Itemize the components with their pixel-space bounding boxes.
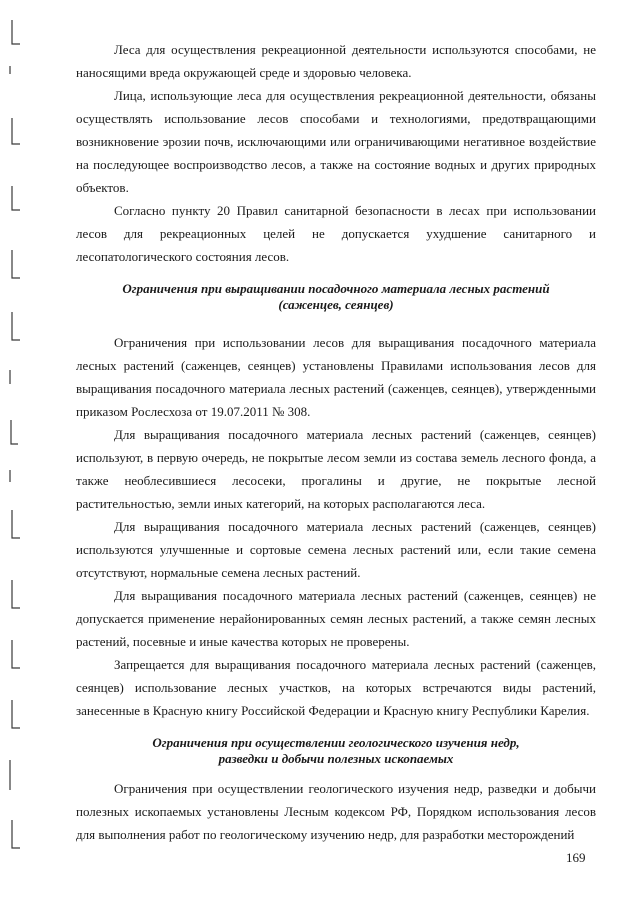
intro-paragraph-3: Согласно пункту 20 Правил санитарной безопасности в лесах при использовании лесов для рекреационных целей не допускается ухудшение санитарного и лесопатологического состояния лесов.	[76, 203, 596, 264]
section-heading-line-2: (саженцев, сеянцев)	[278, 297, 394, 312]
section2-paragraph-1: Ограничения при осуществлении геологического изучения недр, разведки и добычи полезных ископаемых установлены Лесным кодексом РФ, Порядком использования лесов для выполнения работ по геологическому изучению недр, для разработки месторождений	[76, 781, 596, 842]
binding-edge-marks	[0, 0, 40, 905]
section-heading-geological-study	[76, 735, 596, 767]
section1-paragraph-2: Для выращивания посадочного материала лесных растений (саженцев, сеянцев) используют, в первую очередь, не покрытые лесом земли из состава земель лесного фонда, а также необлесившиеся лесосеки, прогалины и другие, не покрытые лесной растительностью, земли иных категорий, на которых располагаются леса.	[76, 427, 596, 511]
intro-paragraph-2: Лица, использующие леса для осуществления рекреационной деятельности, обязаны осуществлять использование лесов способами и технологиями, предотвращающими возникновение эрозии почв, исключающими или ограничивающими негативное воздействие на последующее воспроизводство лесов, а также на состояние водных и других природных объектов.	[76, 88, 596, 195]
section-heading-line-2: разведки и добычи полезных ископаемых	[218, 751, 454, 766]
section1-paragraph-3: Для выращивания посадочного материала лесных растений (саженцев, сеянцев) используются улучшенные и сортовые семена лесных растений или, если такие семена отсутствуют, нормальные семена лесных растений.	[76, 519, 596, 580]
section-heading-line-1: Ограничения при осуществлении геологического изучения недр,	[152, 735, 520, 750]
section1-paragraph-1: Ограничения при использовании лесов для выращивания посадочного материала лесных растений (саженцев, сеянцев) установлены Правилами использования лесов для выращивания посадочного материала лесных растений (саженцев, сеянцев), утвержденными приказом Рослесхоза от 19.07.2011 № 308.	[76, 335, 596, 419]
section1-paragraph-5: Запрещается для выращивания посадочного материала лесных растений (саженцев, сеянцев) использование лесных участков, на которых встречаются виды растений, занесенные в Красную книгу Российской Федерации и Красную книгу Республики Карелия.	[76, 657, 596, 718]
page-number: 169	[566, 850, 586, 865]
section1-paragraph-4: Для выращивания посадочного материала лесных растений (саженцев, сеянцев) не допускается применение нерайонированных семян лесных растений, а также семян лесных растений, посевные и иные качества которых не проверены.	[76, 588, 596, 649]
intro-paragraph-1: Леса для осуществления рекреационной деятельности используются способами, не наносящими вреда окружающей среде и здоровью человека.	[76, 42, 596, 80]
document-page	[76, 38, 596, 846]
section-heading-planting-material	[76, 281, 596, 313]
section-heading-line-1: Ограничения при выращивании посадочного материала лесных растений	[122, 281, 550, 296]
